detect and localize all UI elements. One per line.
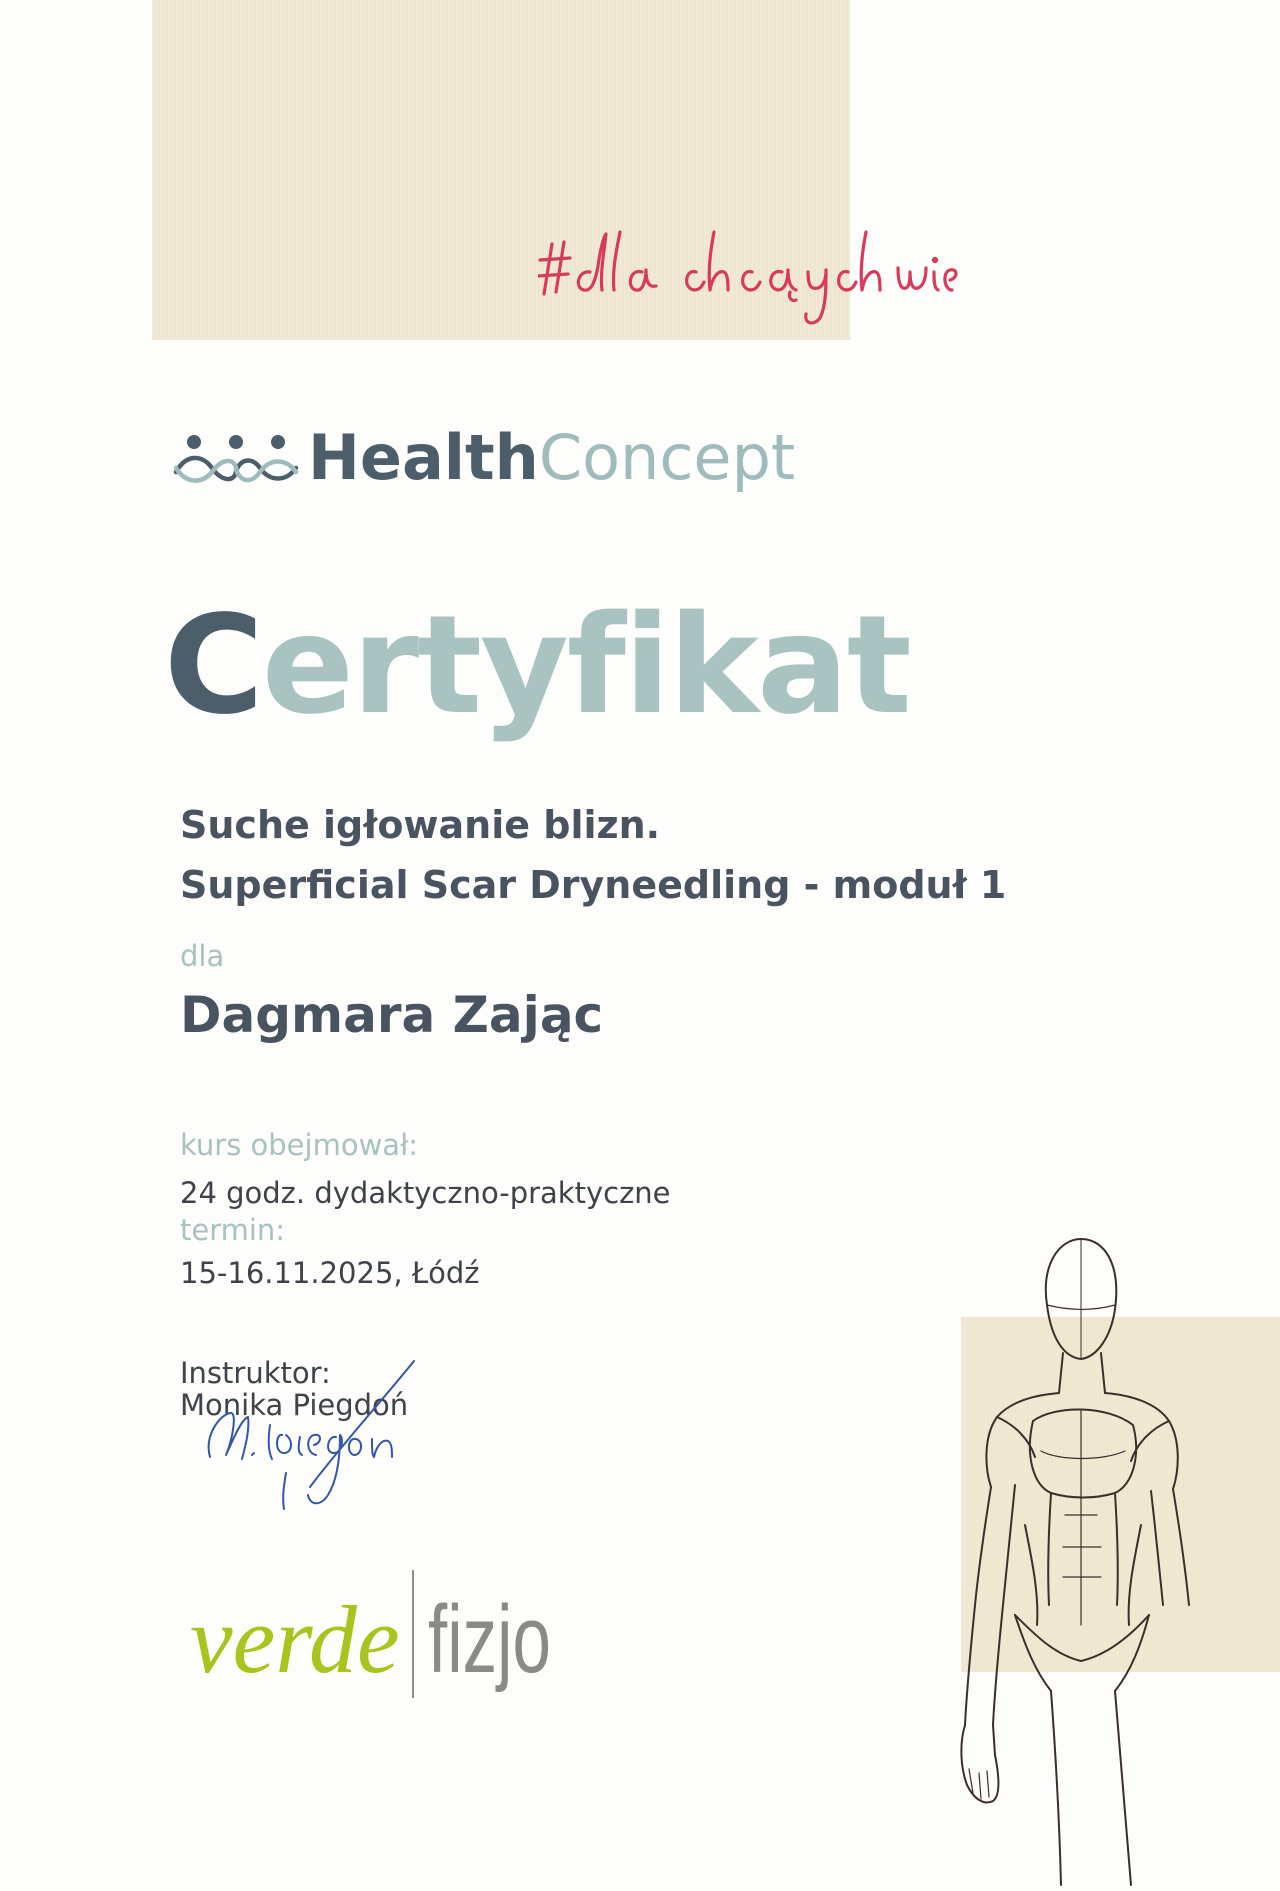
title-rest: ertyfikat — [261, 587, 910, 745]
sponsor-name-verde: verde — [190, 1586, 400, 1693]
brand-name-concept: Concept — [538, 421, 796, 494]
title-first-letter: C — [164, 587, 262, 745]
recipient-label: dla — [180, 939, 225, 973]
scope-label: kurs obejmował: — [180, 1128, 419, 1162]
course-title-line-2: Superficial Scar Dryneedling - moduł 1 — [180, 863, 1007, 907]
certificate-title — [164, 587, 910, 745]
sponsor-divider — [412, 1570, 414, 1698]
term-label: termin: — [180, 1213, 286, 1247]
instructor-signature — [190, 1355, 430, 1515]
three-people-infinity-icon — [172, 428, 300, 488]
recipient-name: Dagmara Zając — [180, 986, 604, 1044]
brand-logo — [172, 418, 795, 498]
brand-name-health: Health — [308, 421, 539, 494]
scope-value: 24 godz. dydaktyczno-praktyczne — [180, 1176, 671, 1210]
anatomy-sketch-illustration — [955, 1225, 1215, 1891]
course-title-line-1: Suche igłowanie blizn. — [180, 803, 661, 847]
sponsor-logo — [190, 1570, 598, 1710]
term-value: 15-16.11.2025, Łódź — [180, 1256, 480, 1290]
sponsor-name-fizjo: fizjo — [427, 1586, 551, 1693]
instructor-name: Monika Piegdoń — [180, 1388, 409, 1422]
instructor-label: Instruktor: — [180, 1356, 331, 1390]
hashtag-handwritten — [538, 222, 958, 332]
